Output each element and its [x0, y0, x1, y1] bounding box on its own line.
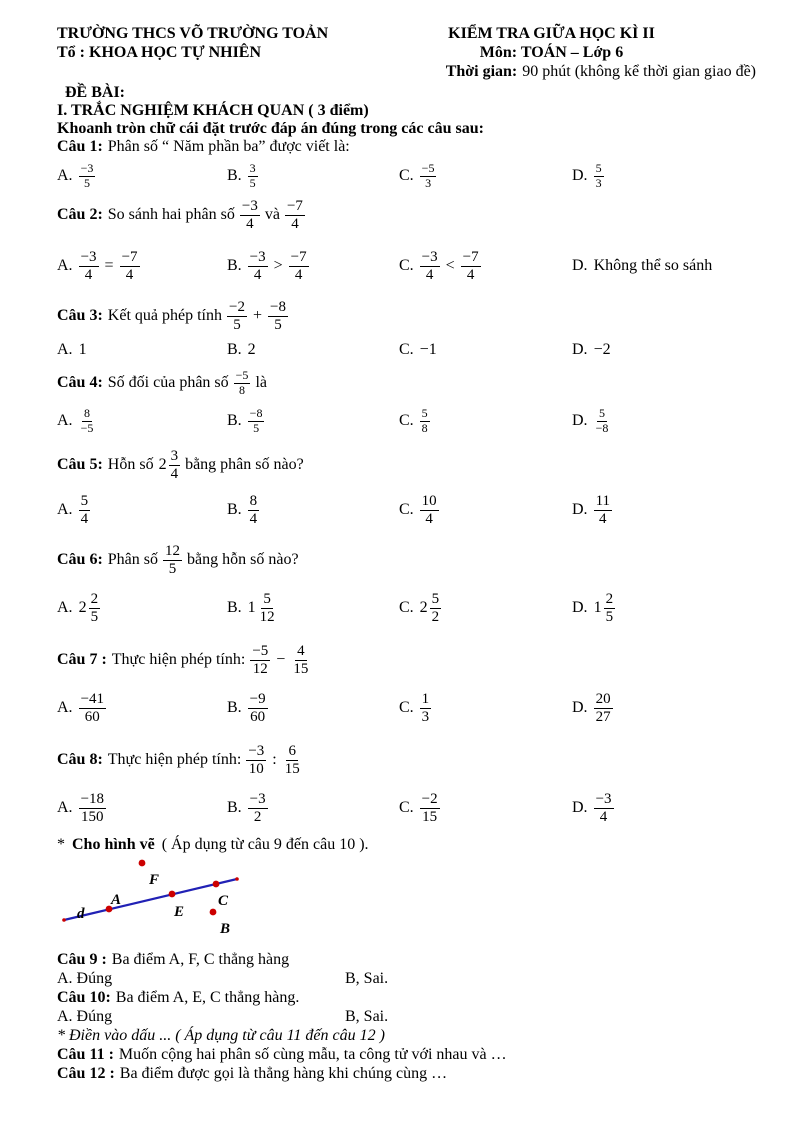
- option-5d: D. $\frac{11}{4}$: [572, 492, 611, 527]
- time-value: 90 phút (không kể thời gian giao đề): [522, 63, 756, 80]
- figure-note-rest: ( Áp dụng từ câu 9 đến câu 10 ).: [161, 836, 369, 853]
- fraction: $\frac{-8}{5}$: [269, 298, 286, 333]
- option-letter: C.: [399, 167, 414, 184]
- question-11: [57, 1045, 756, 1064]
- question-9-text: Ba điểm A, F, C thẳng hàng: [111, 951, 290, 968]
- exam-title: KIỂM TRA GIỮA HỌC KÌ II: [448, 25, 655, 42]
- expression: [246, 743, 301, 778]
- fraction: $\frac{8}{4}$: [249, 492, 258, 527]
- point-C-dot: [213, 881, 220, 888]
- operator: +: [252, 307, 262, 324]
- option-8d: D. $\frac{-3}{4}$: [572, 790, 612, 825]
- option-3c: C. −1: [399, 341, 437, 358]
- fraction: $\frac{-7}{4}$: [462, 248, 479, 283]
- label-F: F: [149, 872, 160, 888]
- fraction: $\frac{-3}{2}$: [249, 790, 266, 825]
- question-8-label: Câu 8:: [57, 751, 103, 768]
- geometry-figure: [57, 856, 262, 940]
- figure-note-bold: Cho hình vẽ: [72, 836, 155, 853]
- fraction: $\frac{-41}{60}$: [80, 690, 105, 725]
- question-5-text-after: bằng phân số nào?: [185, 456, 304, 473]
- fraction: $\frac{12}{5}$: [165, 542, 181, 577]
- question-3-options: [57, 340, 756, 360]
- fraction: $\frac{-2}{15}$: [421, 790, 438, 825]
- option-6a: A. 2 $\frac{2}{5}$: [57, 590, 99, 625]
- question-12: [57, 1064, 756, 1083]
- option-1b: [227, 162, 399, 191]
- option-5b: B. $\frac{8}{4}$: [227, 492, 258, 527]
- label-C: C: [218, 893, 229, 909]
- comparison: [248, 249, 309, 284]
- section-1-heading: I. TRẮC NGHIỆM KHÁCH QUAN ( 3 điểm): [57, 102, 369, 119]
- option-4a: A. $\frac{8}{-5}$: [57, 405, 94, 435]
- de-bai-heading: ĐỀ BÀI:: [65, 84, 126, 101]
- fraction: $\frac{-5}{12}$: [252, 642, 269, 677]
- fraction-numerator: −3: [80, 160, 94, 175]
- fraction: $\frac{-9}{60}$: [249, 690, 266, 725]
- option-2c: C. $\frac{-3}{4}$ < $\frac{-7}{4}$: [399, 248, 479, 283]
- question-3: [57, 296, 756, 336]
- question-11-text: Muốn cộng hai phân số cùng mẫu, ta công tử với nhau và …: [118, 1046, 507, 1063]
- option-1c: [399, 162, 572, 191]
- fraction: $\frac{10}{4}$: [421, 492, 437, 527]
- fraction: $\frac{5}{12}$: [259, 590, 275, 625]
- fraction-denominator: 5: [83, 175, 90, 190]
- question-1-options: [57, 158, 756, 194]
- question-3-label: Câu 3:: [57, 307, 103, 324]
- question-10: [57, 988, 756, 1007]
- question-11-label: Câu 11 :: [57, 1046, 114, 1063]
- figure-note-star: *: [57, 836, 65, 853]
- fraction: $\frac{1}{3}$: [421, 690, 430, 725]
- integer-part: 2: [158, 456, 167, 473]
- fraction: $\frac{11}{4}$: [595, 492, 611, 527]
- fraction: $\frac{-3}{4}$: [241, 197, 258, 232]
- question-8-options: [57, 786, 756, 830]
- question-1: [57, 138, 756, 156]
- question-4-label: Câu 4:: [57, 374, 103, 391]
- fraction: $\frac{-8}{5}$: [249, 405, 263, 435]
- fraction: [79, 162, 96, 191]
- relation-sign: <: [445, 257, 455, 274]
- question-5-text: Hỗn số: [107, 456, 154, 473]
- question-5: [57, 446, 756, 484]
- question-9-label: Câu 9 :: [57, 951, 107, 968]
- figure-note: [57, 836, 756, 854]
- fraction: $\frac{2}{5}$: [605, 590, 614, 625]
- option-10a: A. Đúng: [57, 1008, 113, 1025]
- option-2d: D. Không thể so sánh: [572, 257, 713, 274]
- option-4c: C. $\frac{5}{8}$: [399, 405, 428, 435]
- relation-sign: =: [104, 257, 114, 274]
- mixed-number: [159, 448, 181, 483]
- time-line: [417, 62, 756, 81]
- comparison: [79, 249, 140, 284]
- question-5-label: Câu 5:: [57, 456, 103, 473]
- fraction: $\frac{2}{5}$: [90, 590, 99, 625]
- fraction: $\frac{-2}{5}$: [228, 298, 245, 333]
- option-7b: B. $\frac{-9}{60}$: [227, 690, 266, 725]
- expression: [250, 643, 310, 678]
- option-text: Không thể so sánh: [593, 257, 713, 274]
- mixed-number: 1 $\frac{5}{12}$: [247, 590, 275, 625]
- question-2-options: [57, 244, 756, 288]
- question-2: [57, 196, 756, 234]
- header-left-block: [57, 24, 417, 81]
- question-10-label: Câu 10:: [57, 989, 111, 1006]
- option-3a: A. 1: [57, 341, 87, 358]
- mixed-number: 2 $\frac{2}{5}$: [78, 590, 99, 625]
- line-endpoint-dot: [62, 918, 66, 922]
- option-5a: A. $\frac{5}{4}$: [57, 492, 89, 527]
- point-B-dot: [210, 909, 217, 916]
- fraction: $\frac{6}{15}$: [284, 742, 300, 777]
- fraction: $\frac{5}{4}$: [80, 492, 89, 527]
- option-6b: B. 1 $\frac{5}{12}$: [227, 590, 275, 625]
- label-A: A: [111, 892, 122, 908]
- question-6-label: Câu 6:: [57, 551, 103, 568]
- option-9b: B, Sai.: [345, 970, 389, 987]
- question-1-text: Phân số “ Năm phần ba” được viết là:: [107, 138, 350, 155]
- option-8c: C. $\frac{-2}{15}$: [399, 790, 438, 825]
- question-4-text-after: là: [255, 374, 267, 391]
- fraction: $\frac{5}{3}$: [595, 160, 602, 190]
- fraction: $\frac{-5}{3}$: [421, 160, 435, 190]
- fraction: $\frac{-5}{8}$: [235, 367, 249, 397]
- point-F-dot: [139, 860, 146, 867]
- option-2b: B. $\frac{-3}{4}$ > $\frac{-7}{4}$: [227, 248, 307, 283]
- department-name: Tổ : KHOA HỌC TỰ NHIÊN: [57, 44, 262, 61]
- option-2a: A. $\frac{-3}{4}$ = $\frac{-7}{4}$: [57, 248, 138, 283]
- point-E-dot: [169, 891, 176, 898]
- question-12-text: Ba điểm được gọi là thẳng hàng khi chúng cùng …: [119, 1065, 448, 1082]
- operator: :: [272, 751, 277, 768]
- question-6: [57, 540, 756, 580]
- fraction: $\frac{3}{5}$: [249, 160, 256, 190]
- fill-in-note: * Điền vào dấu ... ( Áp dụng từ câu 11 đến câu 12 ): [57, 1027, 385, 1044]
- option-1a: [57, 162, 227, 191]
- option-letter: B.: [227, 167, 242, 184]
- fraction: $\frac{-18}{150}$: [80, 790, 105, 825]
- question-6-text-after: bằng hỗn số nào?: [187, 551, 299, 568]
- relation-sign: >: [273, 257, 283, 274]
- mixed-number: 2 $\frac{5}{2}$: [419, 590, 440, 625]
- question-8-text: Thực hiện phép tính:: [107, 751, 242, 768]
- header-right-block: [417, 24, 756, 81]
- option-6d: D. 1 $\frac{2}{5}$: [572, 590, 614, 625]
- expression: [227, 299, 288, 334]
- question-7-options: [57, 686, 756, 730]
- fraction: $\frac{-7}{4}$: [121, 248, 138, 283]
- question-10-text: Ba điểm A, E, C thẳng hàng.: [115, 989, 300, 1006]
- question-3-text: Kết quả phép tính: [107, 307, 222, 324]
- question-4-text: Số đối của phân số: [107, 374, 229, 391]
- question-4-options: [57, 404, 756, 438]
- option-7a: A. $\frac{-41}{60}$: [57, 690, 105, 725]
- question-2-label: Câu 2:: [57, 206, 103, 223]
- question-2-text: So sánh hai phân số: [107, 206, 235, 223]
- question-7-text: Thực hiện phép tính:: [111, 651, 246, 668]
- question-1-label: Câu 1:: [57, 138, 103, 155]
- option-letter: D.: [572, 167, 588, 184]
- fraction: $\frac{-7}{4}$: [290, 248, 307, 283]
- option-10b: B, Sai.: [345, 1008, 389, 1025]
- time-label: Thời gian:: [445, 63, 518, 80]
- fraction: $\frac{-3}{4}$: [80, 248, 97, 283]
- option-8b: B. $\frac{-3}{2}$: [227, 790, 266, 825]
- question-4: [57, 368, 756, 398]
- option-1d: [572, 162, 756, 191]
- option-letter: A.: [57, 167, 73, 184]
- fraction: $\frac{-3}{4}$: [421, 248, 438, 283]
- question-9-options: [57, 969, 756, 988]
- question-6-text: Phân số: [107, 551, 159, 568]
- label-B: B: [220, 921, 231, 937]
- fraction: $\frac{5}{2}$: [431, 590, 440, 625]
- option-4b: B. $\frac{-8}{5}$: [227, 405, 263, 435]
- question-10-options: [57, 1007, 756, 1026]
- fraction: $\frac{8}{-5}$: [80, 405, 94, 435]
- question-6-options: [57, 586, 756, 630]
- option-3b: B. 2: [227, 341, 256, 358]
- question-7-label: Câu 7 :: [57, 651, 107, 668]
- option-4d: D. $\frac{5}{-8}$: [572, 405, 609, 435]
- mixed-number: 1 $\frac{2}{5}$: [593, 590, 614, 625]
- operator: −: [276, 651, 286, 668]
- question-12-label: Câu 12 :: [57, 1065, 115, 1082]
- subject-line: Môn: TOÁN – Lớp 6: [479, 44, 624, 61]
- fraction: $\frac{-7}{4}$: [286, 197, 303, 232]
- option-3d: D. −2: [572, 341, 611, 358]
- option-8a: A. $\frac{-18}{150}$: [57, 790, 105, 825]
- question-5-options: [57, 488, 756, 532]
- fraction: $\frac{3}{4}$: [170, 447, 179, 482]
- option-7c: C. $\frac{1}{3}$: [399, 690, 430, 725]
- label-d: d: [77, 906, 85, 922]
- option-9a: A. Đúng: [57, 970, 113, 987]
- question-7: [57, 640, 756, 680]
- option-7d: D. $\frac{20}{27}$: [572, 690, 611, 725]
- fraction: $\frac{4}{15}$: [293, 642, 309, 677]
- fraction: $\frac{-3}{4}$: [249, 248, 266, 283]
- fraction: $\frac{5}{8}$: [421, 405, 428, 435]
- line-endpoint-dot: [235, 877, 239, 881]
- fraction: $\frac{20}{27}$: [595, 690, 611, 725]
- school-name: TRƯỜNG THCS VÕ TRƯỜNG TOẢN: [57, 25, 329, 42]
- document-header: [57, 24, 756, 81]
- label-E: E: [174, 904, 185, 920]
- instruction-text: Khoanh tròn chữ cái đặt trước đáp án đúng trong các câu sau:: [57, 120, 484, 137]
- geometry-figure-container: [57, 856, 756, 940]
- option-6c: C. 2 $\frac{5}{2}$: [399, 590, 440, 625]
- conjunction: và: [264, 206, 280, 223]
- question-8: [57, 740, 756, 780]
- question-9: [57, 950, 756, 969]
- comparison: [420, 249, 481, 284]
- option-5c: C. $\frac{10}{4}$: [399, 492, 437, 527]
- fraction: $\frac{-3}{10}$: [248, 742, 265, 777]
- fraction: $\frac{5}{-8}$: [595, 405, 609, 435]
- fraction: $\frac{-3}{4}$: [595, 790, 612, 825]
